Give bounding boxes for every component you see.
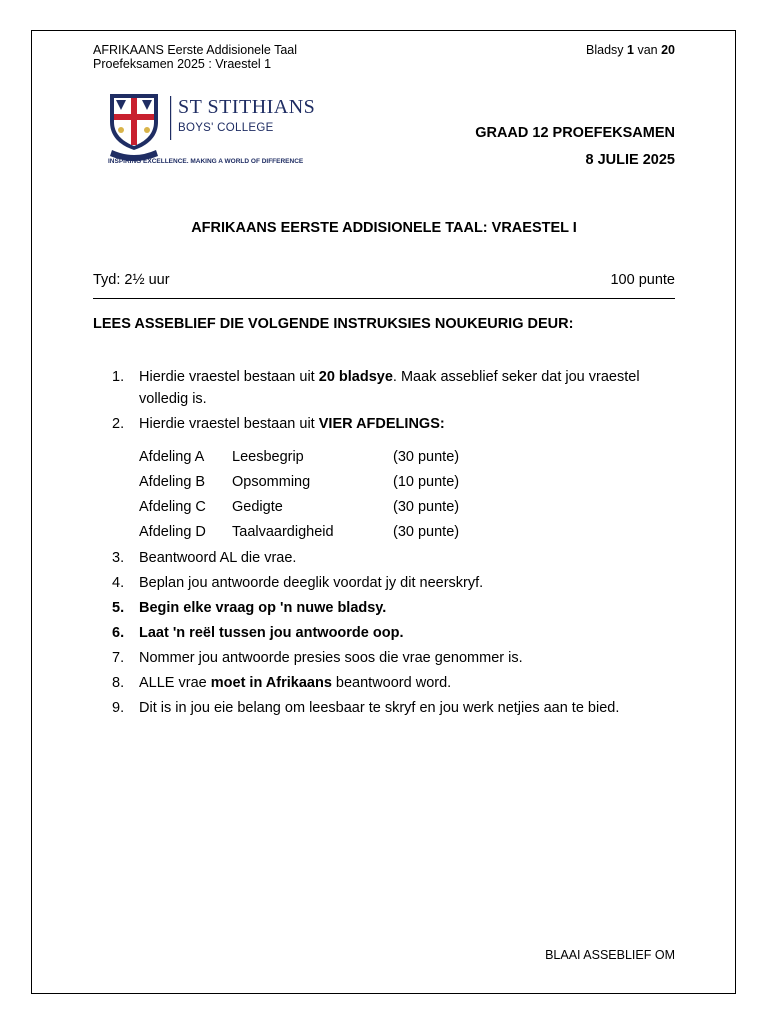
list-item bbox=[112, 547, 692, 569]
section-topic: Opsomming bbox=[232, 474, 311, 490]
item-text: Laat 'n reël tussen jou antwoorde oop. bbox=[139, 625, 404, 641]
list-item bbox=[112, 622, 692, 644]
item-number: 5. bbox=[112, 600, 125, 616]
page-current: 1 bbox=[627, 43, 634, 57]
time-marks-row bbox=[93, 272, 675, 288]
item-text: Nommer jou antwoorde presies soos die vrae genommer is. bbox=[139, 650, 523, 666]
item-text: Dit is in jou eie belang om leesbaar te skryf en jou werk netjies aan te bied. bbox=[139, 700, 620, 716]
exam-date: 8 JULIE 2025 bbox=[585, 152, 675, 168]
section-row bbox=[139, 445, 692, 470]
item-text: Hierdie vraestel bestaan uit 20 bladsye. Maak asseblief seker dat jou vraestel volledig is. bbox=[139, 369, 640, 407]
page-prefix: Bladsy bbox=[586, 43, 624, 57]
section-topic: Leesbegrip bbox=[232, 449, 304, 465]
section-name: Afdeling C bbox=[139, 499, 206, 515]
item-text: Begin elke vraag op 'n nuwe bladsy. bbox=[139, 600, 387, 616]
item-text: Beplan jou antwoorde deeglik voordat jy dit neerskryf. bbox=[139, 575, 484, 591]
footer-turn-over: BLAAI ASSEBLIEF OM bbox=[545, 948, 675, 962]
logo-name-line1: ST STITHIANS bbox=[178, 96, 316, 118]
page-total: 20 bbox=[661, 43, 675, 57]
item-text: Hierdie vraestel bestaan uit VIER AFDELINGS: bbox=[139, 416, 445, 432]
section-row bbox=[139, 495, 692, 520]
logo-tagline: INSPIRING EXCELLENCE. MAKING A WORLD OF DIFFERENCE bbox=[108, 158, 304, 165]
item-number: 7. bbox=[112, 650, 125, 666]
header-left bbox=[93, 43, 297, 71]
item-number: 3. bbox=[112, 550, 125, 566]
section-name: Afdeling A bbox=[139, 449, 205, 465]
list-item bbox=[112, 572, 692, 594]
section-marks: (30 punte) bbox=[393, 499, 460, 515]
time-allowed: Tyd: 2½ uur bbox=[93, 272, 170, 288]
school-logo bbox=[106, 90, 316, 170]
grade-title: GRAAD 12 PROEFEKSAMEN bbox=[475, 125, 675, 141]
section-row bbox=[139, 470, 692, 495]
item-number: 9. bbox=[112, 700, 125, 716]
item-number: 1. bbox=[112, 369, 125, 385]
divider-line bbox=[93, 298, 675, 299]
logo-name-line2: BOYS' COLLEGE bbox=[178, 122, 274, 134]
paper-title: AFRIKAANS EERSTE ADDISIONELE TAAL: VRAESTEL I bbox=[191, 220, 577, 236]
section-topic: Gedigte bbox=[232, 499, 283, 515]
section-topic: Taalvaardigheid bbox=[232, 524, 334, 540]
list-item bbox=[112, 697, 692, 719]
item-text: ALLE vrae moet in Afrikaans beantwoord word. bbox=[139, 675, 452, 691]
page-number bbox=[586, 43, 675, 57]
exam-line: Proefeksamen 2025 : Vraestel 1 bbox=[93, 57, 272, 71]
list-item bbox=[112, 413, 692, 435]
list-item bbox=[112, 597, 692, 619]
list-item bbox=[112, 366, 692, 410]
sections-table bbox=[139, 445, 692, 545]
section-row bbox=[139, 520, 692, 545]
section-marks: (30 punte) bbox=[393, 524, 460, 540]
page-of: van bbox=[637, 43, 658, 57]
section-name: Afdeling B bbox=[139, 474, 206, 490]
instructions-list bbox=[112, 366, 692, 722]
section-marks: (30 punte) bbox=[393, 449, 460, 465]
instructions-heading: LEES ASSEBLIEF DIE VOLGENDE INSTRUKSIES NOUKEURIG DEUR: bbox=[93, 316, 574, 332]
subject-line: AFRIKAANS Eerste Addisionele Taal bbox=[93, 43, 298, 57]
item-text: Beantwoord AL die vrae. bbox=[139, 550, 297, 566]
item-number: 6. bbox=[112, 625, 125, 641]
section-name: Afdeling D bbox=[139, 524, 206, 540]
list-item bbox=[112, 647, 692, 669]
total-marks: 100 punte bbox=[610, 272, 675, 288]
list-item bbox=[112, 672, 692, 694]
item-number: 4. bbox=[112, 575, 125, 591]
item-number: 8. bbox=[112, 675, 125, 691]
section-marks: (10 punte) bbox=[393, 474, 460, 490]
exam-heading bbox=[475, 120, 675, 174]
item-number: 2. bbox=[112, 416, 125, 432]
